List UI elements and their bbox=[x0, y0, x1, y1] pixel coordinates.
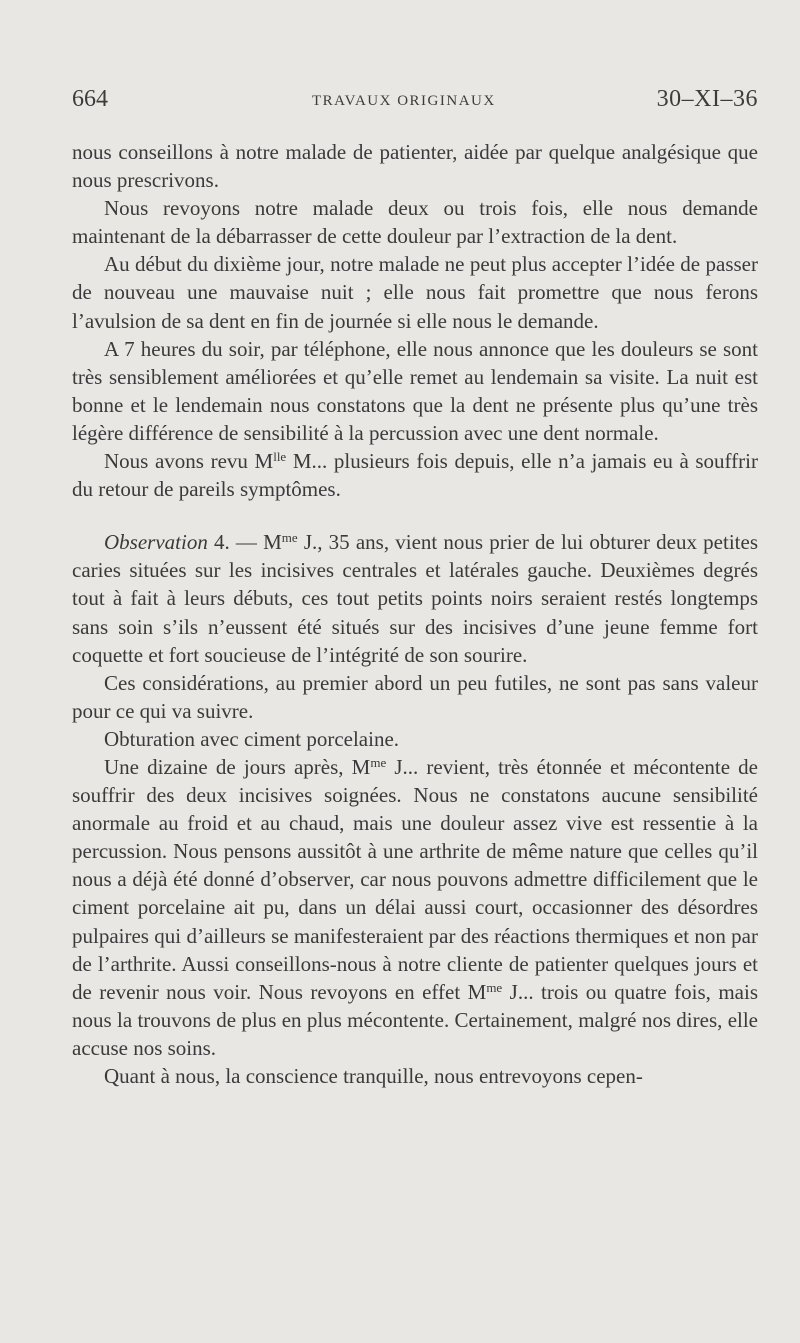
observation-paragraph bbox=[72, 528, 758, 668]
paragraph: Obturation avec ciment porcelaine. bbox=[104, 726, 400, 751]
superscript: lle bbox=[273, 449, 287, 465]
superscript: me bbox=[486, 979, 503, 995]
body-text bbox=[72, 138, 758, 1090]
text-run: J... trois ou quatre fois, mais nous la trouvons de plus en plus mécontente. Certainement, malgré nos dires, elle accuse nos soins. bbox=[72, 979, 758, 1060]
superscript: me bbox=[281, 530, 298, 546]
issue-date: 30–XI–36 bbox=[656, 86, 758, 112]
superscript: me bbox=[370, 754, 387, 770]
observation-label: Observation bbox=[104, 530, 208, 555]
paragraph: Au début du dixième jour, notre malade ne peut plus accepter l’idée de passer de nouveau une mauvaise nuit ; elle nous fait promettre que nous ferons l’avulsion de sa dent en fin de journée si elle nous le demande. bbox=[72, 252, 758, 333]
page-number: 664 bbox=[72, 86, 108, 112]
text-run: Nous avons revu M bbox=[104, 449, 274, 474]
paragraph: A 7 heures du soir, par téléphone, elle nous annonce que les douleurs se sont très sensiblement améliorées et qu’elle remet au lendemain sa visite. La nuit est bonne et le lendemain nous constatons que la dent ne présente plus qu’une très légère différence de sensibilité à la percussion avec une dent normale. bbox=[72, 336, 758, 445]
text-run: 4. — M bbox=[207, 530, 282, 555]
paragraph: Nous revoyons notre malade deux ou trois fois, elle nous demande maintenant de la débarrasser de cette douleur par l’extraction de la dent. bbox=[72, 196, 758, 249]
paragraph: Quant à nous, la conscience tranquille, nous entrevoyons cepen- bbox=[104, 1064, 643, 1088]
page-header bbox=[72, 86, 758, 122]
text-run: J., 35 ans, vient nous prier de lui obturer deux petites caries situées sur les incisives centrales et latérales gauche. Deuxièmes degrés tout à fait à leurs débuts, ces tout petits points noirs seraient restés longtemps sans soin s’ils n’eussent été situés sur des incisives d’une jeune femme fort coquette et fort soucieuse de l’intégrité de son sourire. bbox=[72, 530, 758, 667]
paragraph: nous conseillons à notre malade de patienter, aidée par quelque analgésique que nous prescrivons. bbox=[72, 140, 758, 193]
text-run: M... plusieurs fois depuis, elle n’a jamais eu à souffrir du retour de pareils symptômes. bbox=[72, 449, 758, 502]
running-title: TRAVAUX ORIGINAUX bbox=[312, 93, 496, 109]
text-run: J... revient, très étonnée et mécontente de souffrir des deux incisives soignées. Nous ne constatons aucune sensibilité anormale au froid et au chaud, mais une douleur assez vive est ressentie à la percussion. Nous pensons aussitôt à une arthrite de même nature que celles qu’il nous a déjà été donné d’observer, car nous pouvons admettre difficilement que le ciment porcelaine ait pu, dans un délai aussi court, occasionner des désordres pulpaires qui d’ailleurs se manifesteraient par des réactions thermiques et non par de l’arthrite. Aussi conseillons-nous à notre cliente de patienter quelques jours et de revenir nous voir. Nous revoyons en effet M bbox=[72, 754, 758, 1004]
text-run: Une dizaine de jours après, M bbox=[104, 754, 371, 779]
paragraph: Ces considérations, au premier abord un peu futiles, ne sont pas sans valeur pour ce qui va suivre. bbox=[72, 670, 758, 723]
paragraph bbox=[72, 447, 758, 503]
paragraph bbox=[72, 753, 758, 1062]
